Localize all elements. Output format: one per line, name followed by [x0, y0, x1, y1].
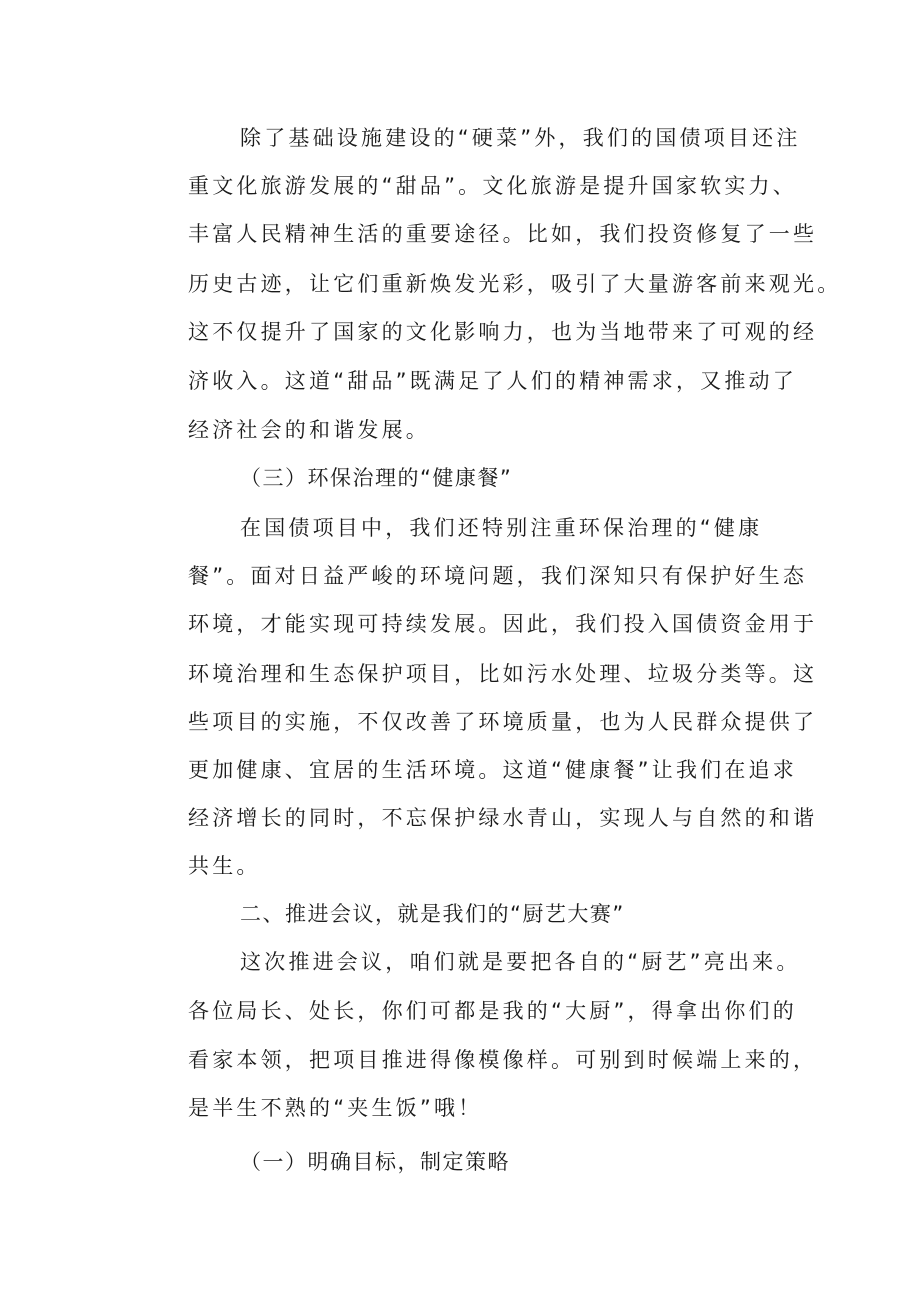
paragraph-culture-line: 济收入。这道“甜品”既满足了人们的精神需求，又推动了: [188, 369, 797, 393]
paragraph-culture-line: 历史古迹，让它们重新焕发光彩，吸引了大量游客前来观光。: [188, 272, 842, 296]
section-heading-meeting: 二、推进会议，就是我们的“厨艺大赛”: [240, 902, 625, 926]
section-heading-environment: （三）环保治理的“健康餐”: [240, 466, 513, 490]
paragraph-environment-line: 环境，才能实现可持续发展。因此，我们投入国债资金用于: [188, 612, 818, 636]
paragraph-meeting-line: 各位局长、处长，你们可都是我的“大厨”，得拿出你们的: [188, 999, 797, 1023]
paragraph-environment-line: 些项目的实施，不仅改善了环境质量，也为人民群众提供了: [188, 710, 818, 734]
paragraph-environment-line: 在国债项目中，我们还特别注重环保治理的“健康: [240, 516, 763, 540]
paragraph-meeting-line: 这次推进会议，咱们就是要把各自的“厨艺”亮出来。: [240, 950, 801, 974]
paragraph-environment-line: 共生。: [188, 854, 261, 878]
paragraph-environment-line: 更加健康、宜居的生活环境。这道“健康餐”让我们在追求: [188, 758, 797, 782]
paragraph-culture-line: 经济社会的和谐发展。: [188, 418, 430, 442]
paragraph-culture-line: 重文化旅游发展的“甜品”。文化旅游是提升国家软实力、: [188, 174, 797, 198]
paragraph-environment-line: 经济增长的同时，不忘保护绿水青山，实现人与自然的和谐: [188, 806, 818, 830]
paragraph-environment-line: 餐”。面对日益严峻的环境问题，我们深知只有保护好生态: [188, 564, 808, 588]
paragraph-meeting-line: 是半生不熟的“夹生饭”哦！: [188, 1096, 483, 1120]
paragraph-environment-line: 环境治理和生态保护项目，比如污水处理、垃圾分类等。这: [188, 662, 818, 686]
paragraph-culture-line: 这不仅提升了国家的文化影响力，也为当地带来了可观的经: [188, 320, 818, 344]
paragraph-culture-line: 除了基础设施建设的“硬菜”外，我们的国债项目还注: [240, 126, 801, 150]
section-heading-goals: （一）明确目标，制定策略: [240, 1150, 510, 1174]
paragraph-meeting-line: 看家本领，把项目推进得像模像样。可别到时候端上来的，: [188, 1048, 818, 1072]
paragraph-culture-line: 丰富人民精神生活的重要途径。比如，我们投资修复了一些: [188, 222, 818, 246]
